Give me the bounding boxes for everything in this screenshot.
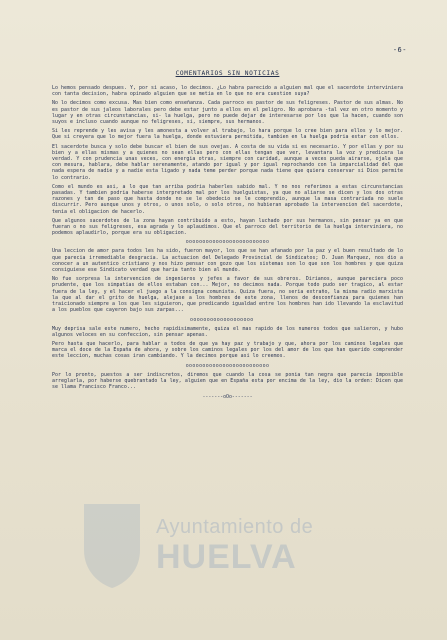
paragraph: Si les reprende y les avisa y les amonesta a volver al trabajo, lo hara porque lo cree bien para ellos y lo mejor. Que si creyera que lo mejor fuera la huelga, donde estuviera permitida, tambien en la huelga podria estar con ellos. — [52, 128, 406, 141]
paragraph: El sacerdote busca y solo debe buscar el bien de sus ovejas. A costa de su vida si es necesario. Y por ellas y por su bien y a ellas mismas y a quienes no sean ellas pero con ellas tengan que ver, levantara la voz y predicara la verdad. Y con prudencia unas veces, con energia otras, siempre con caridad, aunque a veces pueda airarse, ojala que con mesura, hablara, debe hablar serenamente, atando por igual y por igual reprochando con la imparcialidad del que nada espera de nadie y a nadie esta ligado y nada teme perder porque nada tiene que quiera conservar si Dios permite lo contrario. — [52, 143, 406, 181]
paragraph: Lo hemos pensado despues. Y, por si acaso, lo decimos. ¿Lo habra parecido a alguien mal que el sacerdote interviniera con tanta decision, habra opinado alguien que se metia en lo que no era cuestion suya? — [52, 85, 406, 98]
footer-rule: -------oOo------- — [202, 394, 253, 401]
section-divider: ooooooooooooooooooooooooo — [185, 239, 270, 246]
paragraph: Que algunos sacerdotes de la zona hayan contribuido a esto, hayan luchado por sus hermanos, sin pensar ya en que fueran o no sus feligreses, esa agrada y lo aplaudimos. Que el parroco del territorio de la huelga interviniera, no podemos aplaudirlo, porque era su obligacion. — [52, 217, 406, 237]
watermark-line-2: HUELVA — [156, 538, 297, 576]
section-divider: ooooooooooooooooooo — [190, 316, 254, 323]
section-divider: ooooooooooooooooooooooooo — [185, 362, 270, 369]
section-title: COMENTARIOS SIN NOTICIAS — [175, 70, 280, 77]
paragraph: Como el mundo es asi, a lo que tan arriba podria haberles sabido mal. Y no nos referimos a estas circunstancias pasadas. Y tambien podria haberse interpretado mal por los huelguistas, ya que no aliarse se dicen y los dos otras razones y tan de paso que hasta donde no se le obedecio se le comprendio, aunque la masa contrariada no suele discurrir. Pero aunque unos y otros, o unos solo, o solo otros, no hubieran aprobado la intervencion del sacerdote, tenia el obligacion de hacerlo. — [52, 183, 406, 215]
paragraph: Muy deprisa sale este numero, hecho rapidisimamente, quiza el mas rapido de los numeros todos que salieron, y hubo algunos veloces en su confeccion, sin pensar apenas. — [52, 325, 406, 338]
watermark-line-1: Ayuntamiento de — [156, 516, 314, 538]
coat-of-arms-icon — [80, 500, 144, 590]
paragraph: No lo decimos como excusa. Mas bien como enseñanza. Cada parroco es pastor de sus feligreses. Pastor de sus almas. No es pastor de sus jaleos laborales pero debe estar junto a ellos en el peligro. No aprobara -tal vez en otro momento y lugar y en otras circunstancias, si- la huelga, pero no puede dejar de interesarse por los que la hacen, cuando son suyos e incluso cuando aunque no feligreses, si, siempre, sus hermanos. — [52, 100, 406, 126]
watermark — [0, 490, 447, 640]
paragraph: Por lo pronto, puestos a ser indiscretos, diremos que cuando la cosa se ponia tan negra que parecia imposible arreglarla, por haberse quebrantado la ley, alguien que en España esta por encima de la ley, dio la orden: Dicen que se llama Francisco Franco... — [52, 371, 406, 390]
page-number: -6- — [392, 46, 407, 54]
paragraph: Pero hasta que hacerlo, para hablar a todos de que ya hay paz y trabajo y que, ahora por los caminos legales que marca el doce de la España de ahora, y sobre los caminos legales por los del amor de los que han querido comprender este leccion, muchas cosas iran cambiando. Y la decimos porque asi lo creemos. — [52, 340, 406, 360]
paragraph: Una leccion de amor para todos les ha sido, fueron mayor, los que se han afanado por la paz y el buen resultado de lo que parecia irremediable desgracia. La actuacion del Delegado Provincial de Sindicatos; D. Juan Marquez, nos dio a conocer a un autentico cristiano y nos hizo pensar con gozo que los sistemas son lo que son los hombres y que quiza consiguiese ese Sindicato verdad que haria tanto bien al mundo. — [52, 248, 406, 274]
paragraph: No fue sorpresa la intervencion de ingenieros y jefes a favor de sus obreros. Dirianos, aunque pareciera poco prudente, que los simpatias de ellos estaban con... Mejor, no decimos nada. Porque todo pudo ser tragico, al estar fuera de la ley, y el hacer el juego a la consigna comunista. Quiza fuera, no seria extraño, la misma radio marxista la que al dar el grito de huelga, alejase a los hombres de este zona, llenos de desconfianza para quienes han traicionado siempre a los que les siguieron, que predicando igualdad entre los hombres han ido llevando la esclavitud a los pueblos que cayeron bajo sus zarpas... — [52, 276, 406, 314]
